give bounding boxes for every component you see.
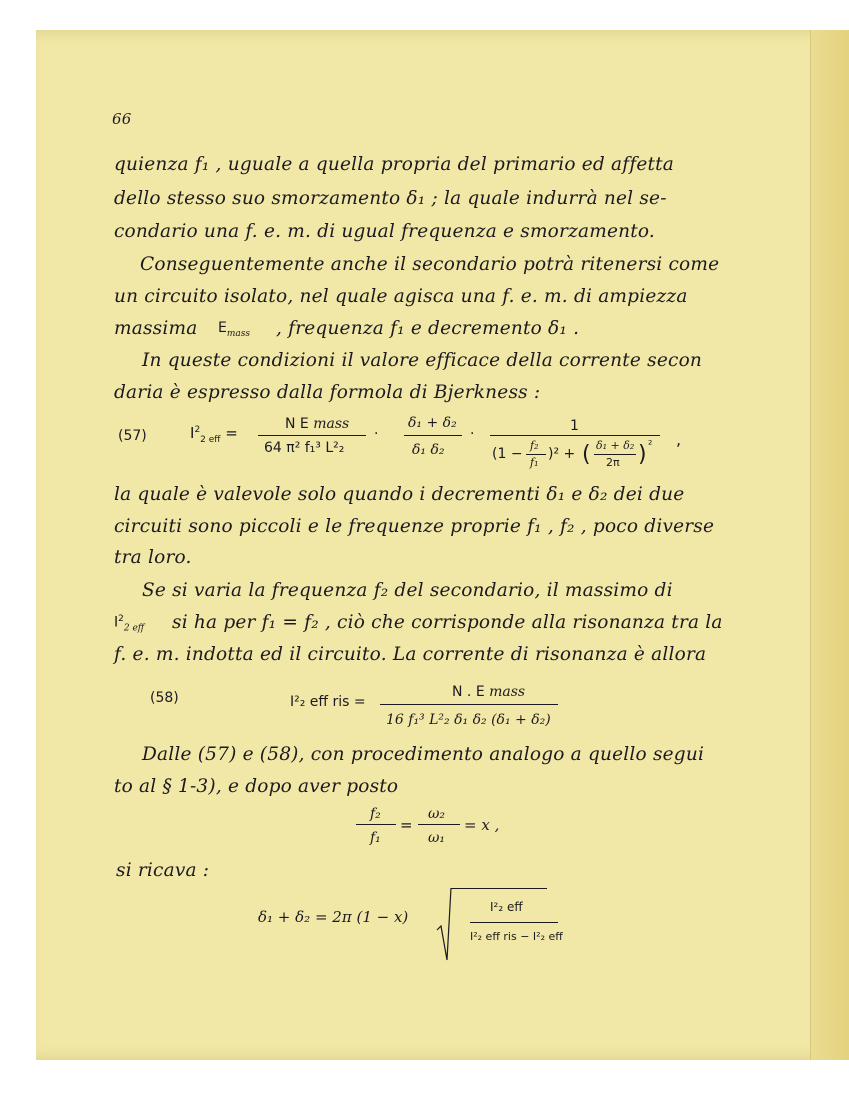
text-line-3: condario una f. e. m. di ugual frequenza e smorzamento. xyxy=(114,221,655,242)
text-line-16: to al § 1-3), e dopo aver posto xyxy=(114,776,399,797)
i2eff-inline xyxy=(114,614,144,633)
eq57-den3d: 2π xyxy=(606,456,620,469)
i2eff-sup: 2 xyxy=(118,614,124,624)
eq57-num1 xyxy=(285,416,349,432)
eq57-lhs-sub: 2 eff xyxy=(200,435,221,445)
eq57-den3-f1: f₁ xyxy=(530,456,539,469)
e-mass-sub: mass xyxy=(226,328,250,339)
eq57-den3-f2: f₂ xyxy=(530,439,539,452)
eq57-den3c: δ₁ + δ₂ xyxy=(596,439,635,452)
text-line-4: Conseguentemente anche il secondario potrà ritenersi come xyxy=(140,254,720,275)
sqrt-bar xyxy=(451,888,547,889)
e-mass-letter: E xyxy=(218,320,227,336)
eq58-num-ne: N . E xyxy=(452,684,485,700)
eq57-num1-sub: mass xyxy=(313,416,350,432)
eq57-den3a: (1 − xyxy=(492,446,523,462)
eq57-frac3-line xyxy=(490,435,660,436)
eq58-num xyxy=(452,684,525,700)
ratio-d2: ω₁ xyxy=(428,830,446,846)
eq57-frac1-line xyxy=(258,435,366,436)
ratio-eq1: = xyxy=(400,816,413,834)
eq57-den2: δ₁ δ₂ xyxy=(412,442,445,458)
text-line-12: Se si varia la frequenza f₂ del secondario, il massimo di xyxy=(142,580,673,601)
eq58-lhs: I²₂ eff ris = xyxy=(290,694,366,710)
text-line-8: daria è espresso dalla formola di Bjerkness : xyxy=(114,382,541,403)
eq57-den3-inner-line2 xyxy=(594,454,636,455)
eq58-num-sub: mass xyxy=(489,684,526,700)
eq57-lhs: $I^2_{2 eff}$ = xyxy=(190,424,238,445)
eq57-den1: 64 π² f₁³ L²₂ xyxy=(264,440,345,456)
final-den: I²₂ eff ris − I²₂ eff xyxy=(470,930,563,943)
text-line-1: quienza f₁ , uguale a quella propria del primario ed affetta xyxy=(114,154,675,175)
ratio-line2 xyxy=(418,824,460,825)
text-line-9: la quale è valevole solo quando i decrementi δ₁ e δ₂ dei due xyxy=(114,484,685,505)
ratio-n2: ω₂ xyxy=(428,806,446,822)
ratio-n1: f₂ xyxy=(370,806,381,822)
eq57-label: (57) xyxy=(118,428,147,444)
eq57-den3e: ² xyxy=(648,438,653,451)
eq57-num3: 1 xyxy=(570,418,579,434)
e-mass xyxy=(218,320,250,339)
eq58-frac-line xyxy=(380,704,558,705)
i2eff-letter: I xyxy=(114,614,119,631)
eq57-dot1: · xyxy=(374,426,379,442)
text-line-7: In queste condizioni il valore efficace della corrente secon xyxy=(142,350,703,371)
eq58-label: (58) xyxy=(150,690,179,706)
ratio-d1: f₁ xyxy=(370,830,381,846)
text-line-11: tra loro. xyxy=(114,547,192,568)
eq58-den: 16 f₁³ L²₂ δ₁ δ₂ (δ₁ + δ₂) xyxy=(386,712,551,728)
eq57-den3-paren-open: ( xyxy=(582,442,591,467)
eq57-comma: , xyxy=(676,430,682,449)
text-line-6b: , frequenza f₁ e decremento δ₁ . xyxy=(276,318,580,339)
eq57-lhs-sup: 2 xyxy=(194,425,201,435)
text-line-13: si ha per f₁ = f₂ , ciò che corrisponde alla risonanza tra la xyxy=(172,612,723,633)
page-number: 66 xyxy=(112,110,132,128)
text-line-6a: massima xyxy=(114,318,198,339)
ratio-line1 xyxy=(356,824,396,825)
eq57-num1-ne: N E xyxy=(285,416,309,432)
eq57-num2: δ₁ + δ₂ xyxy=(408,415,457,431)
eq57-dot2: · xyxy=(470,426,475,442)
sqrt-symbol xyxy=(436,884,452,964)
eq57-den3-inner-line1 xyxy=(526,454,546,455)
si-ricava: si ricava : xyxy=(116,860,210,881)
final-lhs: δ₁ + δ₂ = 2π (1 − x) xyxy=(258,908,409,926)
final-num: I²₂ eff xyxy=(490,900,523,914)
text-line-15: Dalle (57) e (58), con procedimento analogo a quello segui xyxy=(142,744,705,765)
eq57-den3b: )² + xyxy=(548,446,576,462)
ratio-eq2: = x , xyxy=(464,816,500,834)
text-line-10: circuiti sono piccoli e le frequenze proprie f₁ , f₂ , poco diverse xyxy=(114,516,715,537)
eq57-den3-paren-close: ) xyxy=(638,442,647,467)
sqrt-stroke xyxy=(437,888,451,960)
final-frac-line xyxy=(470,922,558,923)
i2eff-sub: 2 eff xyxy=(123,623,145,634)
eq57-lhs-i: I xyxy=(190,424,195,442)
eq57-frac2-line xyxy=(404,435,462,436)
text-line-14: f. e. m. indotta ed il circuito. La corrente di risonanza è allora xyxy=(114,644,707,665)
text-line-5: un circuito isolato, nel quale agisca una f. e. m. di ampiezza xyxy=(114,286,688,307)
text-line-2: dello stesso suo smorzamento δ₁ ; la quale indurrà nel se- xyxy=(114,188,667,209)
